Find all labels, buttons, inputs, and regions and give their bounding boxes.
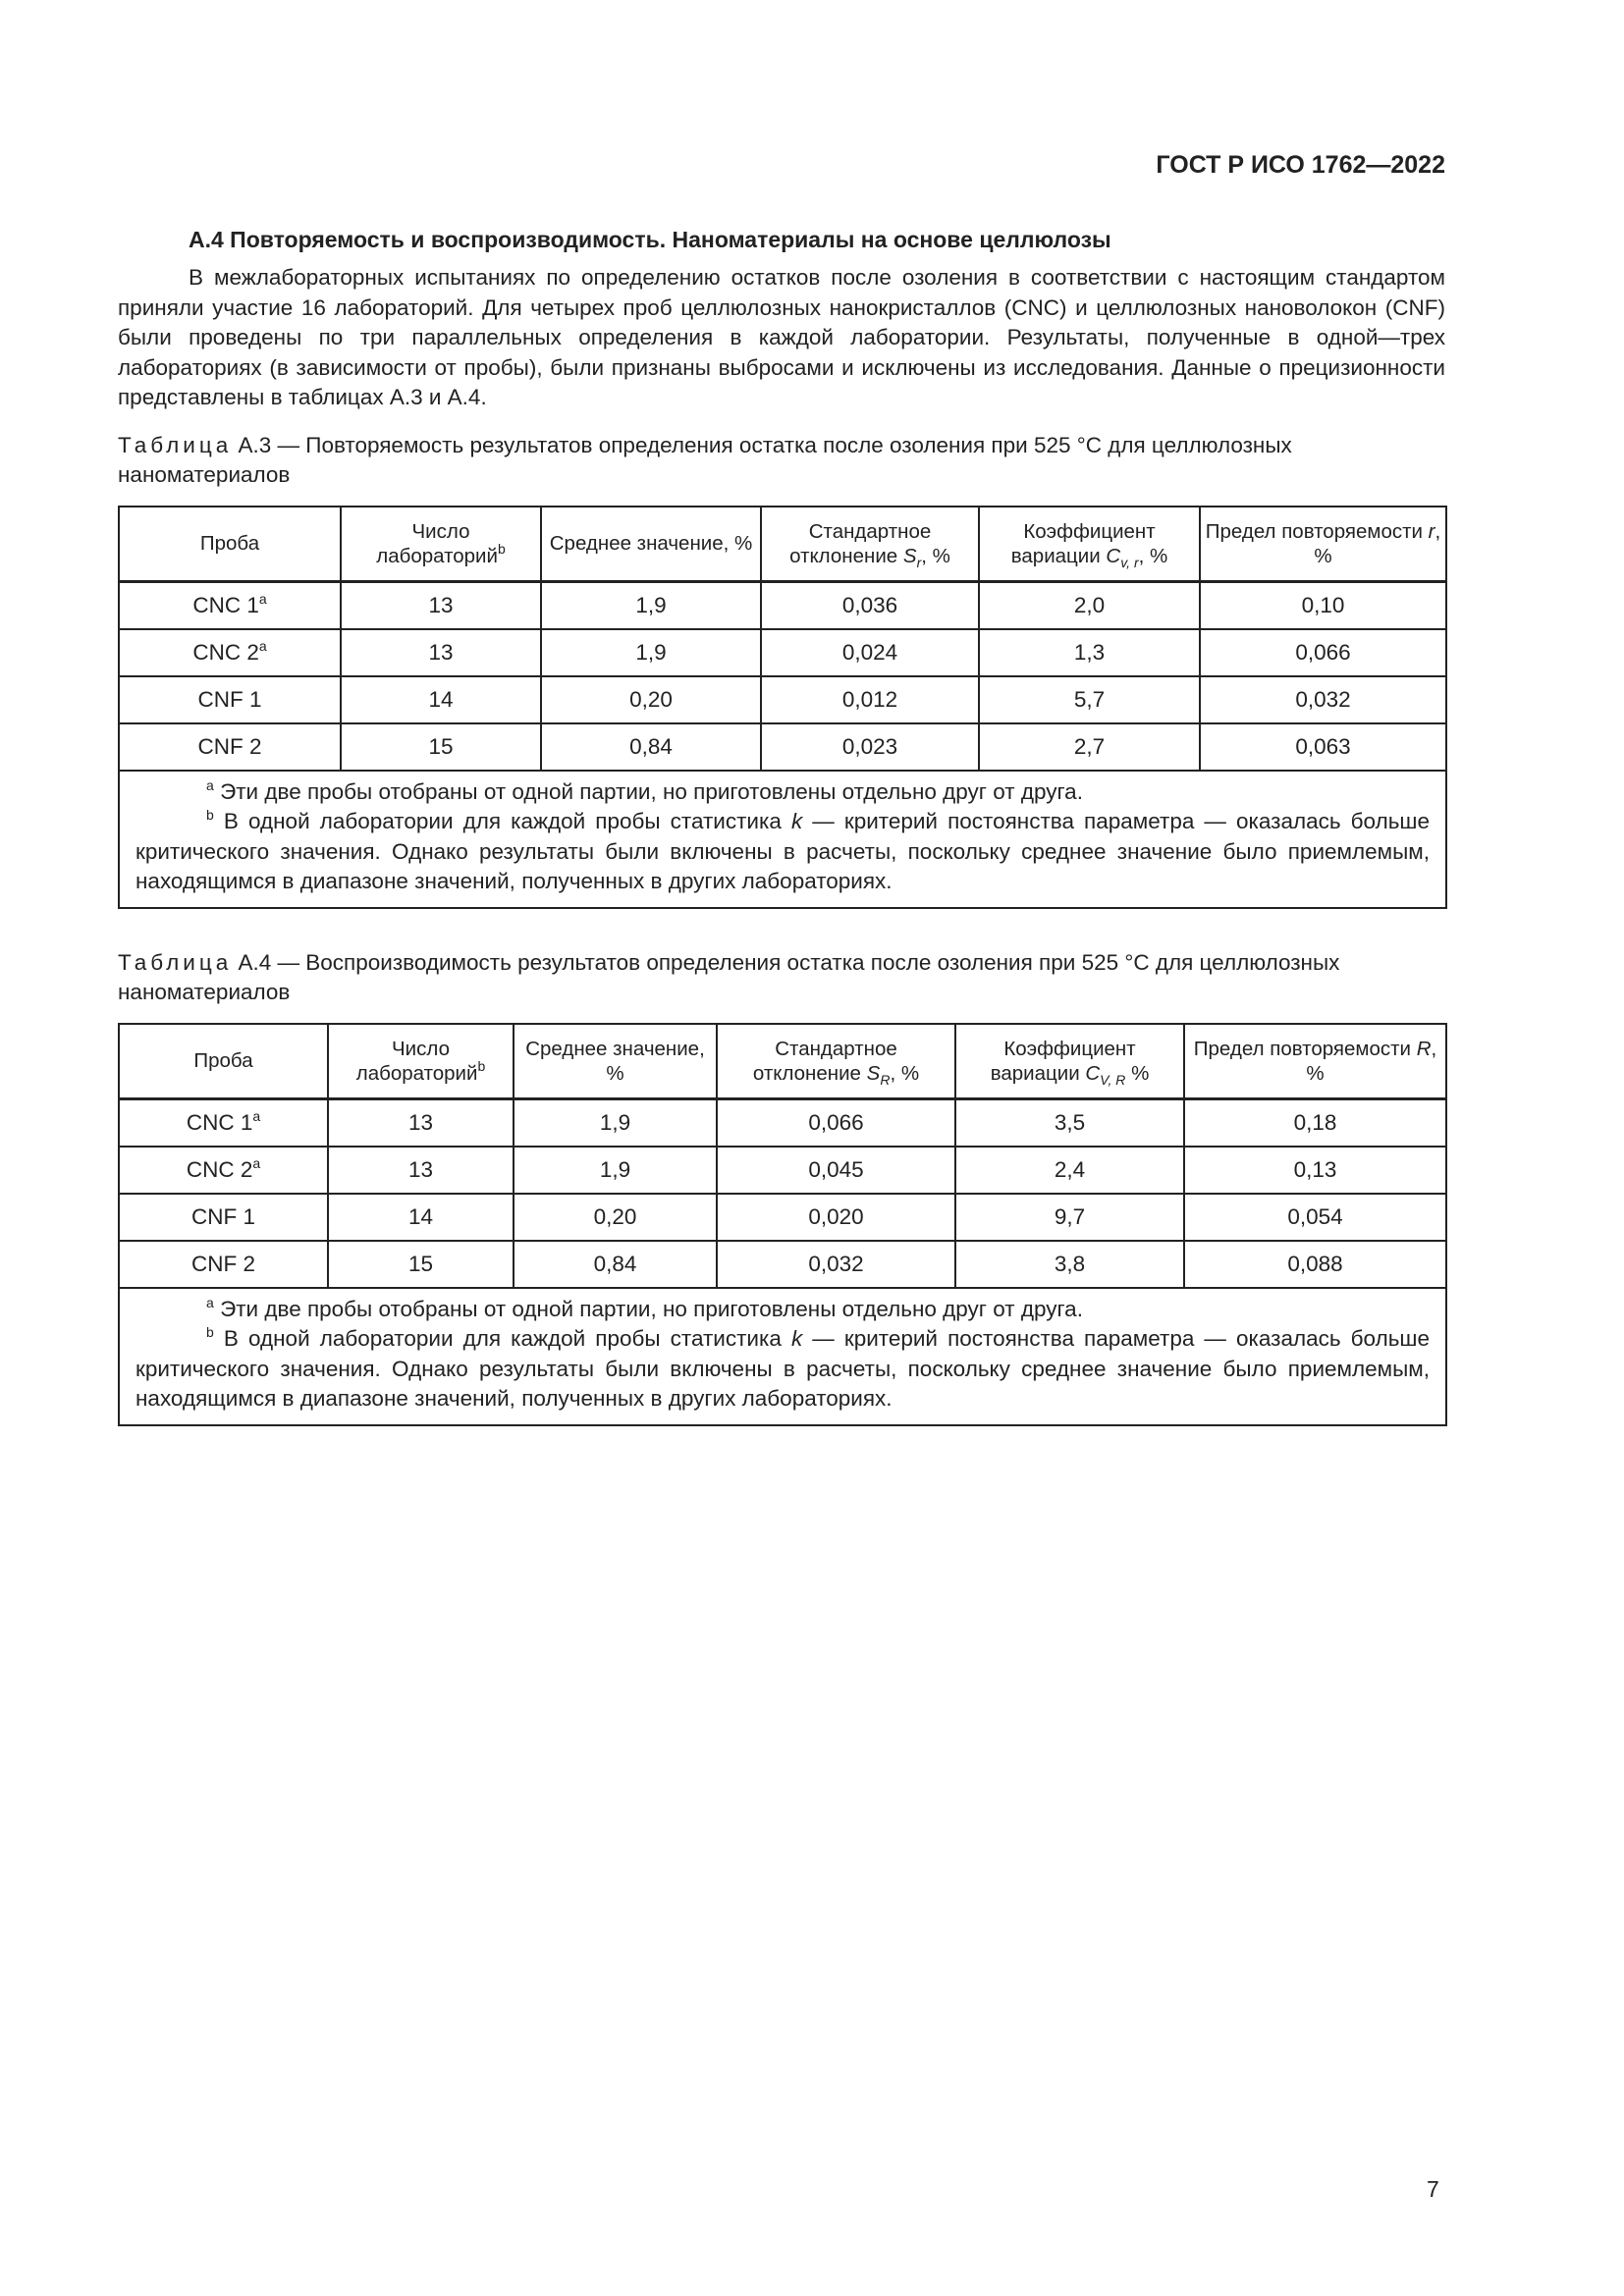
table-row (119, 723, 1446, 771)
section-paragraph: В межлабораторных испытаниях по определению остатков после озоления в соответствии с настоящим стандартом приняли участие 16 лабораторий. Для четырех проб целлюлозных нанокристаллов (CNC) и целлюлозных нановолокон (CNF) были проведены по три параллельных определения в каждой лаборатории. Результаты, полученные в одной—трех лабораториях (в зависимости от пробы), были признаны выбросами и исключены из исследования. Данные о прецизионности представлены в таблицах А.3 и А.4. (118, 265, 1445, 409)
cell-sample: CNC 2$^a$ (119, 1147, 328, 1194)
cell-sd: 0,023 (761, 723, 979, 771)
table-row (119, 581, 1446, 629)
table-a4-caption-label: Таблица (118, 949, 233, 975)
cell-limit: 0,13 (1184, 1147, 1446, 1194)
cell-sd: 0,012 (761, 676, 979, 723)
cell-sample: CNF 1 (119, 676, 341, 723)
footnote-a: $^a$ Эти две пробы отобраны от одной партии, но приготовлены отдельно друг от друга. (206, 776, 1083, 804)
cell-cv: 3,8 (955, 1241, 1184, 1288)
cell-labs: 14 (328, 1194, 514, 1241)
cell-limit: 0,032 (1200, 676, 1446, 723)
cell-labs: 13 (328, 1147, 514, 1194)
cell-labs: 15 (328, 1241, 514, 1288)
header-cv: Коэффициент вариации $C_{v, r}$, % (979, 507, 1200, 582)
table-a3-caption-text: А.3 — Повторяемость результатов определения остатка после озоления при 525 °С для целлюлозных наноматериалов (118, 432, 1292, 487)
table-a4-caption-text: А.4 — Воспроизводимость результатов определения остатка после озоления при 525 °С для целлюлозных наноматериалов (118, 949, 1340, 1004)
header-sample: Проба (119, 507, 341, 582)
table-row (119, 1147, 1446, 1194)
table-row (119, 676, 1446, 723)
cell-mean: 0,84 (514, 1241, 717, 1288)
cell-sd: 0,045 (717, 1147, 955, 1194)
cell-sample: CNF 2 (119, 1241, 328, 1288)
header-labs: Число лабораторий$^b$ (341, 507, 541, 582)
cell-sample: CNC 1$^a$ (119, 1098, 328, 1147)
cell-sample: CNC 1$^a$ (119, 581, 341, 629)
cell-sample: CNC 2$^a$ (119, 629, 341, 676)
table-a4-header-row (119, 1024, 1446, 1099)
footnote-a: $^a$ Эти две пробы отобраны от одной партии, но приготовлены отдельно друг от друга. (206, 1294, 1083, 1321)
cell-mean: 0,20 (541, 676, 761, 723)
cell-limit: 0,18 (1184, 1098, 1446, 1147)
cell-limit: 0,066 (1200, 629, 1446, 676)
cell-mean: 1,9 (514, 1147, 717, 1194)
cell-mean: 0,20 (514, 1194, 717, 1241)
cell-sd: 0,066 (717, 1098, 955, 1147)
header-sample: Проба (119, 1024, 328, 1099)
cell-labs: 13 (341, 629, 541, 676)
cell-labs: 13 (341, 581, 541, 629)
cell-limit: 0,088 (1184, 1241, 1446, 1288)
section-title: А.4 Повторяемость и воспроизводимость. Наноматериалы на основе целлюлозы (189, 227, 1111, 252)
table-a3-notes-row (119, 771, 1446, 908)
table-a4-caption (118, 948, 1445, 1007)
cell-mean: 1,9 (541, 629, 761, 676)
cell-mean: 1,9 (541, 581, 761, 629)
cell-limit: 0,063 (1200, 723, 1446, 771)
table-a4-notes (119, 1288, 1446, 1425)
table-row (119, 1098, 1446, 1147)
cell-sd: 0,032 (717, 1241, 955, 1288)
document-code: ГОСТ Р ИСО 1762—2022 (1156, 151, 1445, 179)
cell-labs: 15 (341, 723, 541, 771)
header-std-dev: Стандартное отклонение $S_r$, % (761, 507, 979, 582)
cell-sd: 0,020 (717, 1194, 955, 1241)
cell-cv: 9,7 (955, 1194, 1184, 1241)
header-mean: Среднее значение, % (514, 1024, 717, 1099)
cell-cv: 5,7 (979, 676, 1200, 723)
page-content (118, 226, 1445, 1426)
cell-labs: 13 (328, 1098, 514, 1147)
cell-sample: CNF 2 (119, 723, 341, 771)
table-row (119, 629, 1446, 676)
cell-cv: 2,4 (955, 1147, 1184, 1194)
header-cv: Коэффициент вариации $C_{V, R}$ % (955, 1024, 1184, 1099)
table-a3-notes (119, 771, 1446, 908)
cell-mean: 1,9 (514, 1098, 717, 1147)
header-limit: Предел повторяемости R, % (1184, 1024, 1446, 1099)
cell-limit: 0,10 (1200, 581, 1446, 629)
table-row (119, 1194, 1446, 1241)
table-a3 (118, 506, 1447, 909)
page-number: 7 (1427, 2176, 1439, 2202)
cell-cv: 1,3 (979, 629, 1200, 676)
cell-sd: 0,036 (761, 581, 979, 629)
cell-sample: CNF 1 (119, 1194, 328, 1241)
cell-labs: 14 (341, 676, 541, 723)
cell-mean: 0,84 (541, 723, 761, 771)
header-std-dev: Стандартное отклонение $S_R$, % (717, 1024, 955, 1099)
cell-cv: 3,5 (955, 1098, 1184, 1147)
table-row (119, 1241, 1446, 1288)
cell-limit: 0,054 (1184, 1194, 1446, 1241)
table-a3-header-row (119, 507, 1446, 582)
table-a4 (118, 1023, 1447, 1426)
table-a3-caption (118, 431, 1445, 490)
cell-sd: 0,024 (761, 629, 979, 676)
header-labs: Число лабораторий$^b$ (328, 1024, 514, 1099)
header-mean: Среднее значение, % (541, 507, 761, 582)
table-a4-notes-row (119, 1288, 1446, 1425)
table-a3-caption-label: Таблица (118, 432, 233, 457)
cell-cv: 2,0 (979, 581, 1200, 629)
header-limit: Предел повторяемости r, % (1200, 507, 1446, 582)
cell-cv: 2,7 (979, 723, 1200, 771)
footnote-b: $^b$ В одной лаборатории для каждой пробы статистика k — критерий постоянства параметра — оказалась больше критического значения. Однако результаты были включены в расчеты, поскольку среднее значение было приемлемым, находящимся в диапазоне значений, полученных в других лабораториях. (135, 807, 1430, 893)
footnote-b: $^b$ В одной лаборатории для каждой пробы статистика k — критерий постоянства параметра — оказалась больше критического значения. Однако результаты были включены в расчеты, поскольку среднее значение было приемлемым, находящимся в диапазоне значений, полученных в других лабораториях. (135, 1324, 1430, 1411)
